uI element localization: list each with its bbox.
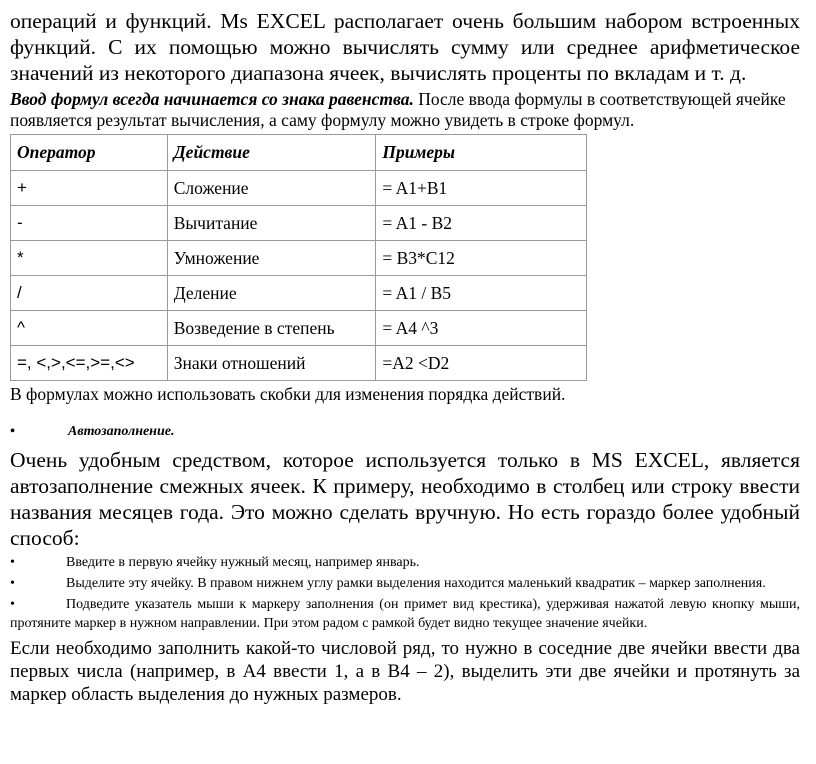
- autofill-title: Автозаполнение.: [68, 424, 175, 439]
- action-cell: Возведение в степень: [167, 311, 376, 346]
- formula-rule-text: После ввода формулы в соответствующей ячейке появляется результат вычисления, а саму формулу можно увидеть в строке формул.: [10, 89, 786, 130]
- operators-table: [10, 134, 587, 381]
- example-cell: = A1 / B5: [376, 276, 587, 311]
- operator-cell: ^: [11, 311, 168, 346]
- operator-cell: /: [11, 276, 168, 311]
- table-row: [11, 346, 587, 381]
- table-row: [11, 206, 587, 241]
- bullet-icon: •: [10, 424, 15, 439]
- example-cell: = A1+B1: [376, 171, 587, 206]
- action-cell: Сложение: [167, 171, 376, 206]
- formula-input-paragraph: [10, 89, 800, 131]
- table-header-row: [11, 135, 587, 171]
- bullet-icon: •: [10, 555, 15, 570]
- document-page: [10, 8, 800, 706]
- header-operator: Оператор: [11, 135, 168, 171]
- list-item: [10, 574, 800, 593]
- operator-cell: *: [11, 241, 168, 276]
- example-cell: = A1 - B2: [376, 206, 587, 241]
- bullet-icon: •: [10, 597, 15, 612]
- intro-paragraph: операций и функций. Ms EXCEL располагает очень большим набором встроенных функций. С их помощью можно вычислять сумму или среднее арифметическое значений из некоторого диапазона ячеек, вычислять проценты по вкладам и т. д.: [10, 9, 800, 85]
- header-examples: Примеры: [376, 135, 587, 171]
- autofill-steps-list: [10, 553, 800, 633]
- example-cell: =A2 <D2: [376, 346, 587, 381]
- example-cell: = A4 ^3: [376, 311, 587, 346]
- header-action: Действие: [167, 135, 376, 171]
- example-cell: = B3*C12: [376, 241, 587, 276]
- step-text: Выделите эту ячейку. В правом нижнем углу рамки выделения находится маленький квадратик – маркер заполнения.: [66, 576, 766, 591]
- formula-rule-emphasis: Ввод формул всегда начинается со знака равенства.: [10, 89, 414, 109]
- action-cell: Вычитание: [167, 206, 376, 241]
- list-item: [10, 595, 800, 633]
- action-cell: Деление: [167, 276, 376, 311]
- step-text: Введите в первую ячейку нужный месяц, например январь.: [66, 555, 420, 570]
- series-fill-paragraph: Если необходимо заполнить какой-то числовой ряд, то нужно в соседние две ячейки ввести два первых числа (например, в А4 ввести 1, а в В4 – 2), выделить эти две ячейки и протянуть за маркер область выделения до нужных размеров.: [10, 638, 800, 705]
- operator-cell: +: [11, 171, 168, 206]
- autofill-heading: [10, 423, 800, 441]
- parentheses-note: В формулах можно использовать скобки для изменения порядка действий.: [10, 384, 566, 404]
- operator-cell: =, <,>,<=,>=,<>: [11, 346, 168, 381]
- operator-cell: -: [11, 206, 168, 241]
- table-row: [11, 276, 587, 311]
- autofill-paragraph: Очень удобным средством, которое используется только в MS EXCEL, является автозаполнение смежных ячеек. К примеру, необходимо в столбец или строку ввести названия месяцев года. Это можно сделать вручную. Но есть гораздо более удобный способ:: [10, 448, 800, 550]
- step-text: Подведите указатель мыши к маркеру заполнения (он примет вид крестика), удерживая нажатой левую кнопку мыши, протяните маркер в нужном направлении. При этом радом с рамкой будет видно текущее значение ячейки.: [10, 597, 800, 631]
- bullet-icon: •: [10, 576, 15, 591]
- table-row: [11, 311, 587, 346]
- list-item: [10, 553, 800, 572]
- table-row: [11, 241, 587, 276]
- action-cell: Умножение: [167, 241, 376, 276]
- action-cell: Знаки отношений: [167, 346, 376, 381]
- table-row: [11, 171, 587, 206]
